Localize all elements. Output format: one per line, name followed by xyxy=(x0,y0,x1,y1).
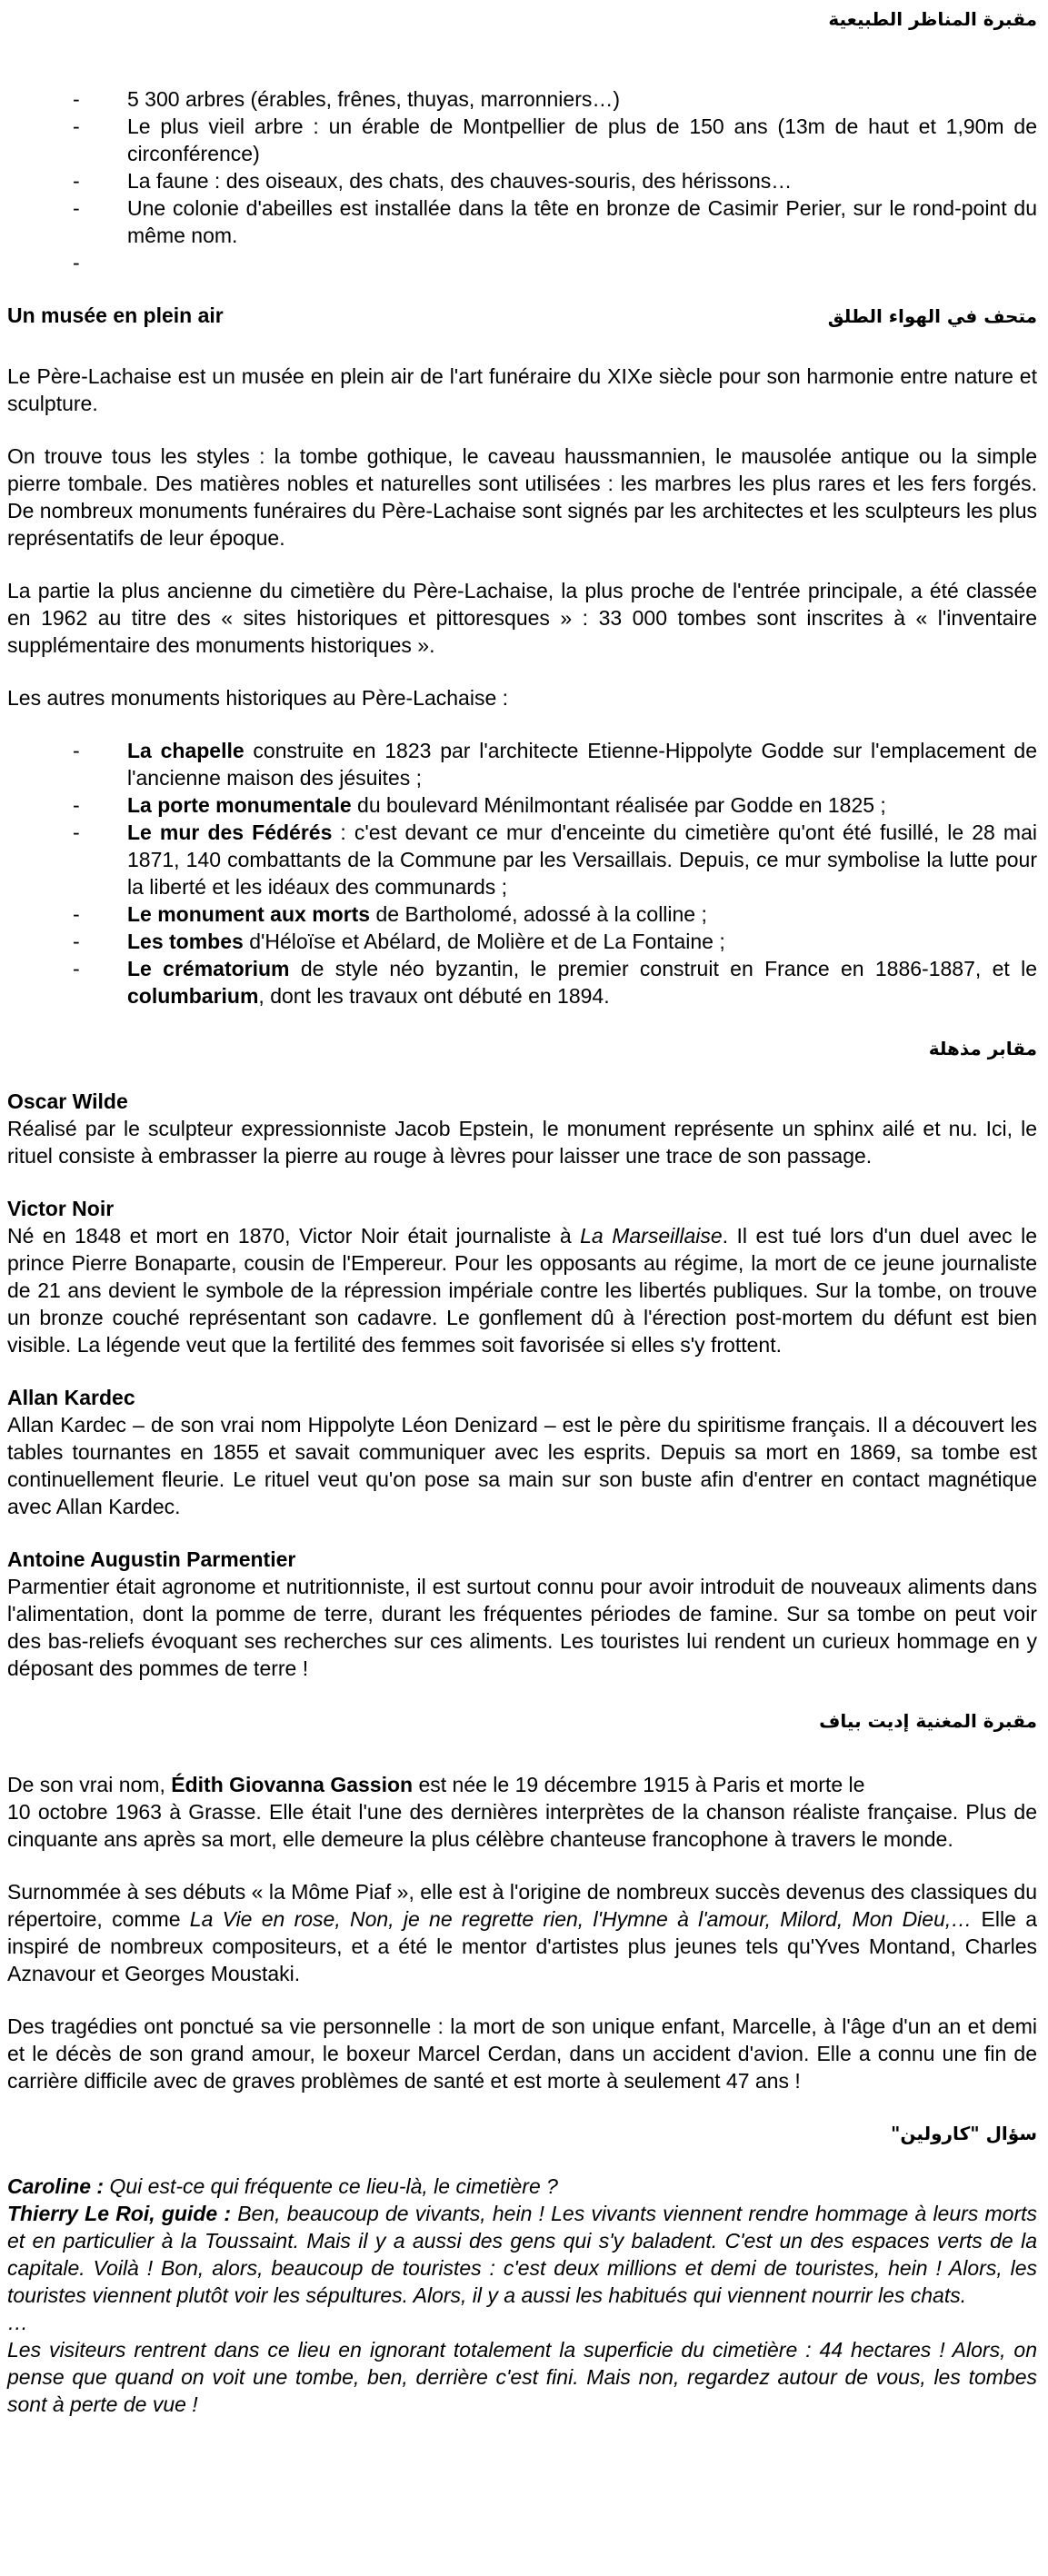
monument-name: Le monument aux morts xyxy=(127,902,371,926)
dialogue-text: Qui est-ce qui fréquente ce lieu-là, le cimetière ? xyxy=(104,2174,558,2198)
person-bio: Allan Kardec – de son vrai nom Hippolyte Léon Denizard – est le père du spiritisme français. Il a découvert les tables tournantes en 1855 et savait communiquer avec les esprits. Depuis sa mort en 1869, sa tombe est continuellement fleurie. Le rituel veut qu'on pose sa main sur son buste afin d'entrer en contact magnétique avec Allan Kardec. xyxy=(7,1413,1037,1518)
bullet-text: Une colonie d'abeilles est installée dans la tête en bronze de Casimir Perier, sur le rond-point du même nom. xyxy=(127,196,1037,247)
monument-desc: construite en 1823 par l'architecte Etienne-Hippolyte Godde sur l'emplacement de l'ancienne maison des jésuites ; xyxy=(127,739,1037,790)
monument-name: La porte monumentale xyxy=(127,793,352,817)
bullet-dash: - xyxy=(73,902,80,926)
person-name: Oscar Wilde xyxy=(7,1089,128,1113)
monument-name: Le mur des Fédérés xyxy=(127,821,333,844)
bullet-text xyxy=(127,955,1037,1010)
dialogue-text: Ben, beaucoup de vivants, hein ! Les vivants viennent rendre hommage à leurs morts et en particulier à la Toussaint. Mais il y a aussi des gens qui s'y baladent. C'est un des espaces verts de la capitale. Voilà ! Bon, alors, beaucoup de touristes : c'est deux millions et demi de touristes, hein ! Alors, les touristes viennent plutôt voir les sépultures. Alors, il y a aussi les habitués qui viennent nourrir les chats. xyxy=(7,2202,1037,2307)
bio-text: Né en 1848 et mort en 1870, Victor Noir était journaliste à xyxy=(7,1224,581,1248)
dialogue-speaker: Caroline : xyxy=(7,2174,105,2198)
monument-name: Les tombes xyxy=(127,930,244,953)
person-section-oscar-wilde xyxy=(7,1088,1037,1169)
person-bio: Parmentier était agronome et nutritionniste, il est surtout connu pour avoir introduit de nouveaux aliments dans l'alimentation, dont la pomme de terre, durant les fréquentes périodes de famine. Sur sa tombe on peut voir des bas-reliefs évoquant ses recherches sur ces aliments. Les touristes lui rendent un curieux hommage en y déposant des pommes de terre ! xyxy=(7,1575,1037,1680)
bullet-text: Le plus vieil arbre : un érable de Montpellier de plus de 150 ans (13m de haut et 1,90m de circonférence) xyxy=(127,114,1037,165)
monument-desc: de style néo byzantin, le premier construit en France en 1886-1887, et le xyxy=(289,957,1037,980)
monument-desc: de Bartholomé, adossé à la colline ; xyxy=(370,902,707,926)
list-item xyxy=(7,194,1037,249)
interview-dialogue xyxy=(7,2173,1037,2418)
nature-bullet-list xyxy=(7,85,1037,276)
bullet-dash: - xyxy=(73,821,80,844)
monument-desc: du boulevard Ménilmontant réalisée par Godde en 1825 ; xyxy=(351,793,886,817)
dialogue-answer xyxy=(7,2200,1037,2309)
bullet-text xyxy=(127,737,1037,791)
bullet-text: La faune : des oiseaux, des chats, des chauves-souris, des hérissons… xyxy=(127,169,793,193)
list-item xyxy=(7,928,1037,955)
person-section-victor-noir xyxy=(7,1195,1037,1358)
text-run: 10 octobre 1963 à Grasse. Elle était l'une des dernières interprètes de la chanson réaliste française. Plus de cinquante ans après sa mort, elle demeure la plus célèbre chanteuse francophone à travers le monde. xyxy=(7,1800,1037,1851)
person-bio xyxy=(7,1222,1037,1358)
arabic-heading-amazing-tombs: مقابر مذهلة xyxy=(928,1038,1037,1059)
paragraph-piaf-birth xyxy=(7,1771,1037,1853)
museum-heading-row xyxy=(7,302,1037,330)
bullet-dash: - xyxy=(73,169,80,193)
person-name: Antoine Augustin Parmentier xyxy=(7,1547,296,1571)
text-run: Surnommée à ses débuts « la Môme Piaf », elle est à l'origine de nombreux succès devenus des classiques du répertoire, comme xyxy=(7,1880,1037,1931)
person-section-parmentier xyxy=(7,1546,1037,1682)
bullet-dash: - xyxy=(73,196,80,220)
person-bio: Réalisé par le sculpteur expressionniste Jacob Epstein, le monument représente un sphinx ailé et nu. Ici, le rituel consiste à embrasser la pierre au rouge à lèvres pour laisser une trace de son passage. xyxy=(7,1117,1037,1168)
list-item xyxy=(7,113,1037,167)
section-heading-museum: Un musée en plein air xyxy=(7,303,224,327)
dialogue-question xyxy=(7,2173,1037,2200)
song-titles-italic: La Vie en rose, Non, je ne regrette rien, l'Hymne à l'amour, Milord, Mon Dieu,… xyxy=(189,1907,973,1931)
bullet-text xyxy=(127,791,1037,819)
text-run: est née le 19 décembre 1915 à Paris et morte le xyxy=(413,1773,865,1796)
list-item xyxy=(7,737,1037,791)
list-item xyxy=(7,791,1037,819)
arabic-heading-piaf-tomb: مقبرة المغنية إديت بياف xyxy=(819,1710,1037,1732)
bullet-text xyxy=(127,928,1037,955)
bullet-dash: - xyxy=(73,793,80,817)
list-item xyxy=(7,167,1037,194)
paragraph-styles: On trouve tous les styles : la tombe gothique, le caveau haussmannien, le mausolée antique ou la simple pierre tombale. Des matières nobles et naturelles sont utilisées : les marbres les plus rares et les fers forgés. De nombreux monuments funéraires du Père-Lachaise sont signés par les architectes et les sculpteurs les plus représentatifs de leur époque. xyxy=(7,444,1037,550)
monument-name-2: columbarium xyxy=(127,984,259,1008)
monuments-bullet-list xyxy=(7,737,1037,1010)
dialogue-closing: Les visiteurs rentrent dans ce lieu en ignorant totalement la superficie du cimetière : 44 hectares ! Alors, on pense que quand on voit une tombe, ben, derrière c'est fini. Mais non, regardez autour de vous, les tombes sont à perte de vue ! xyxy=(7,2338,1037,2416)
paragraph-piaf-songs xyxy=(7,1878,1037,1987)
paragraph-museum-intro: Le Père-Lachaise est un musée en plein air de l'art funéraire du XIXe siècle pour son harmonie entre nature et sculpture. xyxy=(7,364,1037,415)
bullet-text: 5 300 arbres (érables, frênes, thuyas, marronniers…) xyxy=(127,87,621,111)
journal-title-italic: La Marseillaise xyxy=(580,1224,723,1248)
list-item xyxy=(7,955,1037,1010)
monument-name: Le crématorium xyxy=(127,957,290,980)
person-name: Victor Noir xyxy=(7,1197,115,1220)
bullet-text xyxy=(127,819,1037,900)
bullet-dash: - xyxy=(73,930,80,953)
list-item-empty xyxy=(7,249,1037,276)
piaf-real-name-bold: Édith Giovanna Gassion xyxy=(171,1773,414,1796)
arabic-heading-landscape-cemetery: مقبرة المناظر الطبيعية xyxy=(828,8,1037,30)
text-run: De son vrai nom, xyxy=(7,1773,172,1796)
paragraph-piaf-tragedies: Des tragédies ont ponctué sa vie personnelle : la mort de son unique enfant, Marcelle, à l'âge d'un an et demi et le décès de son grand amour, le boxeur Marcel Cerdan, dans un accident d'avion. Elle a connu une fin de carrière difficile avec de graves problèmes de santé et est morte à seulement 47 ans ! xyxy=(7,2014,1037,2093)
monument-desc: : c'est devant ce mur d'enceinte du cimetière qu'ont été fusillé, le 28 mai 1871, 140 combattants de la Commune par les Versaillais. Depuis, ce mur symbolise la lutte pour la liberté et les idéaux des communards ; xyxy=(127,821,1037,899)
arabic-heading-museum: متحف في الهواء الطلق xyxy=(827,305,1037,327)
monument-desc: d'Héloïse et Abélard, de Molière et de La Fontaine ; xyxy=(243,930,725,953)
bullet-text xyxy=(127,900,1037,928)
arabic-heading-caroline-question: سؤال "كارولين" xyxy=(891,2123,1037,2144)
ellipsis-line: … xyxy=(7,2311,28,2334)
bullet-dash: - xyxy=(73,87,80,111)
bullet-dash: - xyxy=(73,957,80,980)
bullet-dash: - xyxy=(73,114,80,138)
person-section-allan-kardec xyxy=(7,1384,1037,1520)
monument-desc-2: , dont les travaux ont débuté en 1894. xyxy=(258,984,610,1008)
bullet-dash: - xyxy=(73,251,80,274)
list-item xyxy=(7,819,1037,900)
paragraph-classified-1962: La partie la plus ancienne du cimetière du Père-Lachaise, la plus proche de l'entrée principale, a été classée en 1962 au titre des « sites historiques et pittoresques » : 33 000 tombes sont inscrites à « l'inventaire supplémentaire des monuments historiques ». xyxy=(7,579,1037,657)
bio-text: . Il est tué lors d'un duel avec le prince Pierre Bonaparte, cousin de l'Empereur. Pour les opposants au régime, la mort de ce jeune journaliste de 21 ans devient le symbole de la répression impériale contre les libertés publiques. Sur la tombe, on trouve un bronze couché représentant son cadavre. Le gonflement dû à l'érection post-mortem du défunt est bien visible. La légende veut que la fertilité des femmes soit favorisée si elles s'y frottent. xyxy=(7,1224,1037,1357)
paragraph-monuments-intro: Les autres monuments historiques au Père-Lachaise : xyxy=(7,686,509,710)
list-item xyxy=(7,85,1037,113)
list-item xyxy=(7,900,1037,928)
monument-name: La chapelle xyxy=(127,739,245,762)
text-run: Elle a inspiré de nombreux compositeurs, et a été le mentor d'artistes plus jeunes tels qu'Yves Montand, Charles Aznavour et Georges Moustaki. xyxy=(7,1907,1037,1985)
dialogue-speaker: Thierry Le Roi, guide : xyxy=(7,2202,232,2225)
person-name: Allan Kardec xyxy=(7,1386,135,1409)
bullet-dash: - xyxy=(73,739,80,762)
